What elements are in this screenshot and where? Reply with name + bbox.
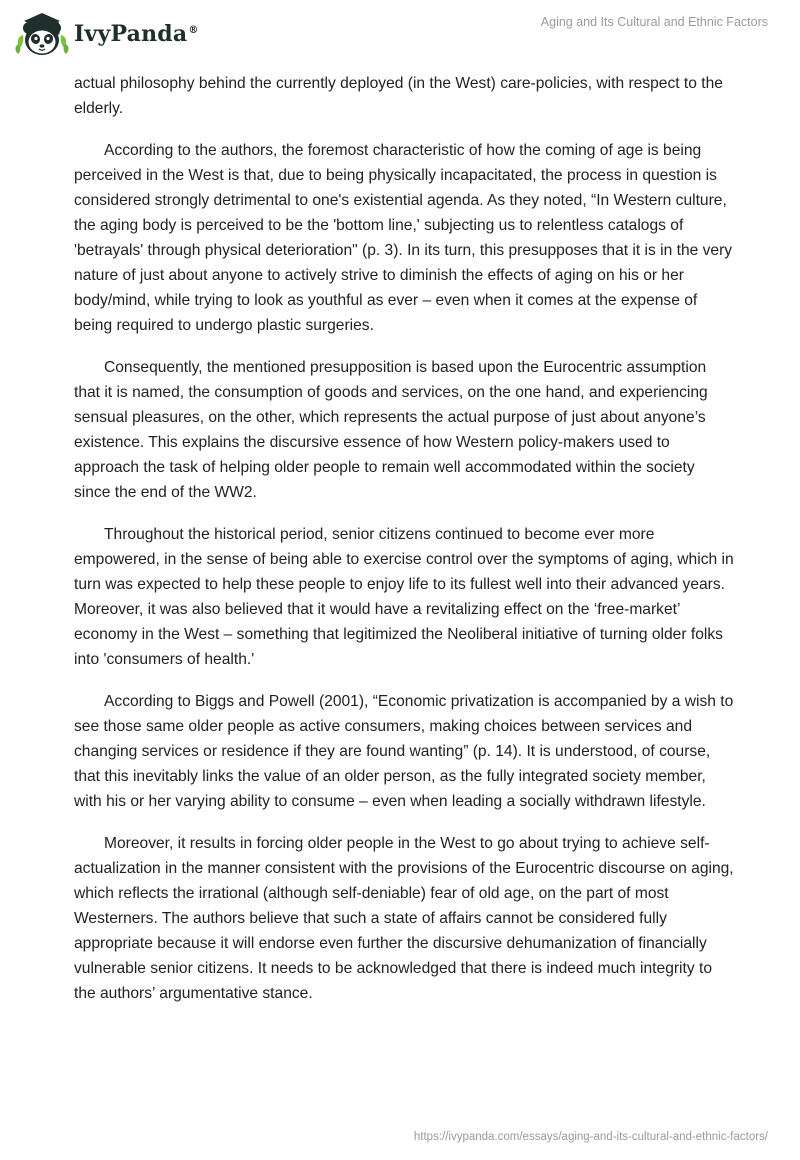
page-header bbox=[0, 0, 800, 70]
source-url[interactable]: https://ivypanda.com/essays/aging-and-its-cultural-and-ethnic-factors/ bbox=[413, 1131, 768, 1143]
paragraph-3: Consequently, the mentioned presupposition is based upon the Eurocentric assumption that it is named, the consumption of goods and services, on the one hand, and experiencing sensual pleasures, on the other, which represents the actual purpose of just about anyone’s existence. This explains the discursive essence of how Western policy-makers used to approach the task of helping older people to remain well accommodated within the society since the end of the WW2. bbox=[74, 359, 708, 501]
paragraph-6: Moreover, it results in forcing older people in the West to go about trying to achieve self-actualization in the manner consistent with the provisions of the Eurocentric discourse on aging, which reflects the irrational (although self-deniable) fear of old age, on the part of most Westerners. The authors believe that such a state of affairs cannot be considered fully appropriate because it will endorse even further the discursive dehumanization of financially vulnerable senior citizens. It needs to be acknowledged that there is indeed much integrity to the authors’ argumentative stance. bbox=[74, 835, 734, 1002]
brand-name bbox=[74, 21, 199, 47]
essay-body bbox=[74, 71, 734, 1023]
paragraph-4: Throughout the historical period, senior citizens continued to become ever more empowered, in the sense of being able to exercise control over the symptoms of aging, which in turn was expected to help these people to enjoy life to its fullest well into their advanced years. Moreover, it was also believed that it would have a revitalizing effect on the ‘free-market’ economy in the West – something that legitimized the Neoliberal initiative of turning older folks into 'consumers of health.' bbox=[74, 526, 734, 668]
paragraph-5: According to Biggs and Powell (2001), “Economic privatization is accompanied by a wish to see those same older people as active consumers, making choices between services and changing services or residence if they are found wanting” (p. 14). It is understood, of course, that this inevitably links the value of an older person, as the fully integrated society member, with his or her varying ability to consume – even when leading a socially withdrawn lifestyle. bbox=[74, 693, 734, 810]
ivypanda-logo[interactable] bbox=[14, 8, 199, 60]
paragraph-2: According to the authors, the foremost characteristic of how the coming of age is being perceived in the West is that, due to being physically incapacitated, the process in question is considered strongly detrimental to one's existential agenda. As they noted, “In Western culture, the aging body is perceived to be the 'bottom line,' subjecting us to relentless catalogs of 'betrayals' through physical deterioration" (p. 3). In its turn, this presupposes that it is in the very nature of just about anyone to actively strive to diminish the effects of aging on his or her body/mind, while trying to look as youthful as ever – even when it comes at the expense of being required to undergo plastic surgeries. bbox=[74, 142, 733, 334]
paragraph-1: actual philosophy behind the currently deployed (in the West) care-policies, with respect to the elderly. bbox=[74, 75, 723, 117]
panda-graduate-icon bbox=[14, 8, 70, 60]
brand-name-text: IvyPanda bbox=[74, 21, 188, 47]
registered-mark: ® bbox=[188, 24, 199, 36]
document-title: Aging and Its Cultural and Ethnic Factors bbox=[540, 15, 768, 29]
